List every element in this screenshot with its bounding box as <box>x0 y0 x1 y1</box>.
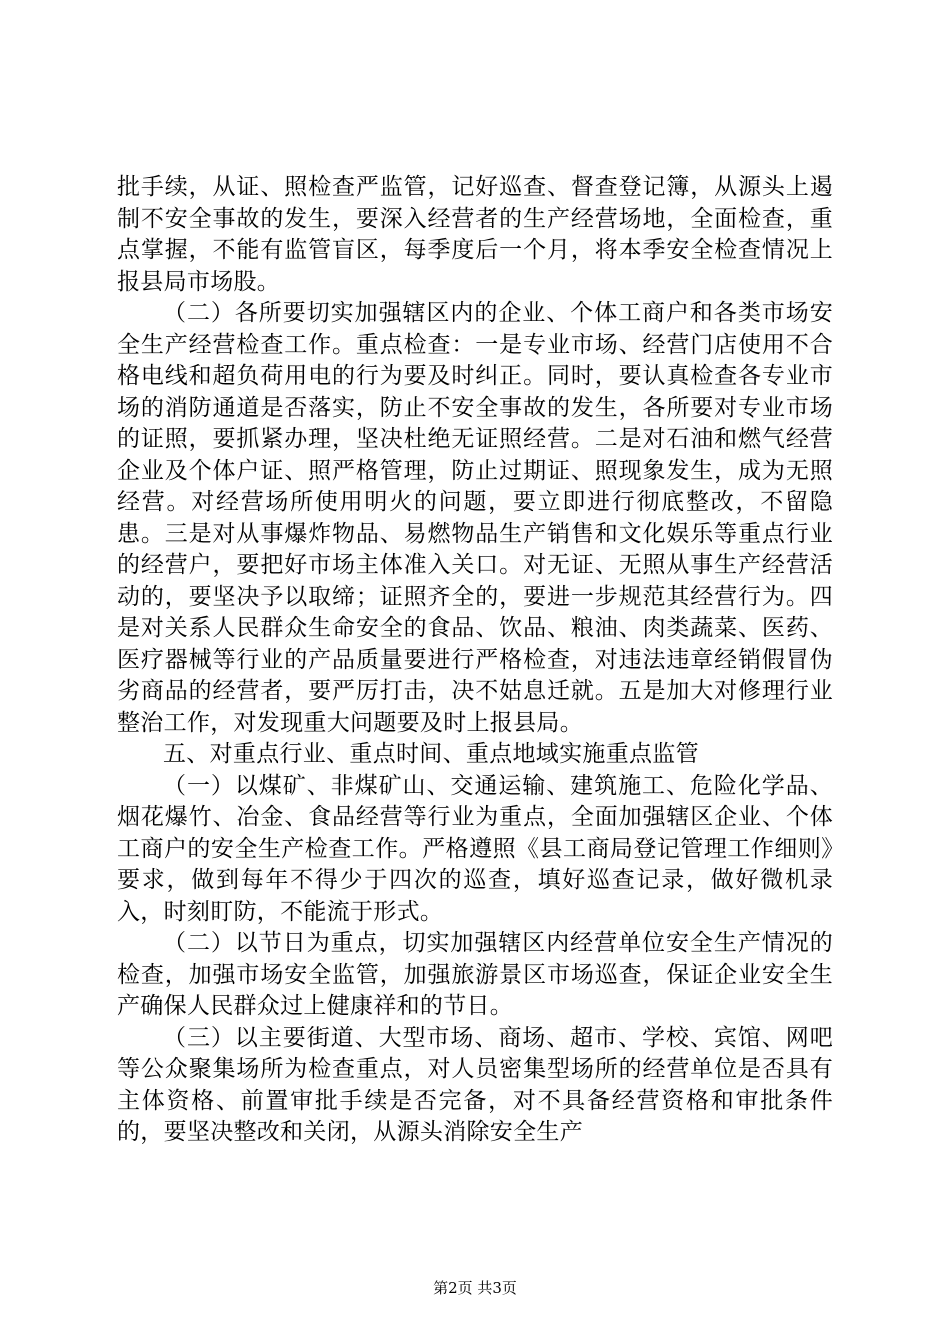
section-heading-5: 五、对重点行业、重点时间、重点地域实施重点监管 <box>163 741 699 767</box>
paragraph-subsection-3: （三）以主要街道、大型市场、商场、超市、学校、宾馆、网吧等公众聚集场所为检查重点，对人员密集型场所的经营单位是否具有主体资格、前置审批手续是否完备，对不具备经营资格和审批条件的，要坚决整改和关闭，从源头消除安全生产 <box>117 1024 833 1145</box>
paragraph-continuation: 批手续，从证、照检查严监管，记好巡查、督查登记簿，从源头上遏制不安全事故的发生，要深入经营者的生产经营场地，全面检查，重点掌握，不能有监管盲区，每季度后一个月，将本季安全检查情况上报县局市场股。 <box>117 174 833 295</box>
page-footer <box>0 1278 950 1298</box>
paragraph-section-2: （二）各所要切实加强辖区内的企业、个体工商户和各类市场安全生产经营检查工作。重点检查：一是专业市场、经营门店使用不合格电线和超负荷用电的行为要及时纠正。同时，要认真检查各专业市场的消防通道是否落实，防止不安全事故的发生，各所要对专业市场的证照，要抓紧办理，坚决杜绝无证照经营。二是对石油和燃气经营企业及个体户证、照严格管理，防止过期证、照现象发生，成为无照经营。对经营场所使用明火的问题，要立即进行彻底整改，不留隐患。三是对从事爆炸物品、易燃物品生产销售和文化娱乐等重点行业的经营户，要把好市场主体准入关口。对无证、无照从事生产经营活动的，要坚决予以取缔；证照齐全的，要进一步规范其经营行为。四是对关系人民群众生命安全的食品、饮品、粮油、肉类蔬菜、医药、医疗器械等行业的产品质量要进行严格检查，对违法违章经销假冒伪劣商品的经营者，要严厉打击，决不姑息迁就。五是加大对修理行业整治工作，对发现重大问题要及时上报县局。 <box>117 300 833 736</box>
page-number: 第2页 共3页 <box>433 1279 517 1297</box>
paragraph-subsection-2: （二）以节日为重点，切实加强辖区内经营单位安全生产情况的检查，加强市场安全监管，加强旅游景区市场巡查，保证企业安全生产确保人民群众过上健康祥和的节日。 <box>117 930 833 1019</box>
document-body <box>117 172 833 1149</box>
paragraph-subsection-1: （一）以煤矿、非煤矿山、交通运输、建筑施工、危险化学品、烟花爆竹、冶金、食品经营等行业为重点，全面加强辖区企业、个体工商户的安全生产检查工作。严格遵照《县工商局登记管理工作细则》要求，做到每年不得少于四次的巡查，填好巡查记录，做好微机录入，时刻盯防，不能流于形式。 <box>117 772 833 925</box>
